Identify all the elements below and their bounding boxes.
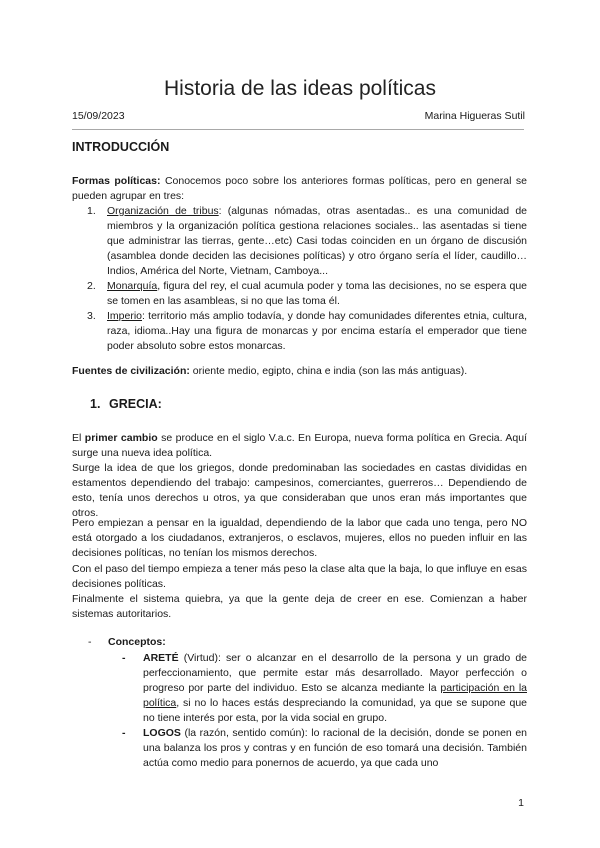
list-item	[72, 204, 527, 279]
list-item-text: : territorio más amplio todavía, y donde hay comunidades diferentes etnia, cultura, raza, idioma..Hay una figura de monarcas y por encima estaría el emperador que tiene poder absoluto sobre estos monarcas.	[107, 310, 527, 352]
concept-item-logos	[122, 726, 527, 771]
header-divider	[72, 129, 524, 130]
list-item-term: Imperio	[107, 310, 143, 322]
fuentes-text: oriente medio, egipto, china e india (son las más antiguas).	[189, 365, 468, 377]
concept-text-end: , si no lo haces estás despreciando la comunidad, ya que se supone que no tiene interés por esta, por la vida social en grupo.	[143, 697, 527, 724]
section-title: GRECIA:	[109, 397, 162, 411]
concept-text: (la razón, sentido común): lo racional de la decisión, donde se ponen en una balanza los pros y contras y en función de eso tomará una decisión. También actúa como medio para ponernos de acuerdo, ya que cada uno	[143, 727, 527, 769]
list-item-term: Organización de tribus	[107, 205, 219, 217]
bullet-dash: -	[122, 652, 126, 664]
conceptos-label: Conceptos:	[108, 636, 166, 648]
concept-underlined-text: participación en la política	[143, 682, 527, 709]
primer-cambio-bold: primer cambio	[84, 432, 158, 444]
formas-politicas-list	[72, 204, 527, 354]
list-item	[72, 279, 527, 309]
list-item	[72, 309, 527, 354]
concept-text: (Virtud): ser o alcanzar en el desarrollo de la persona y un grado de perfeccionamiento, que permite estar más desarrollado. Mayor perfección o progreso por parte del individuo. Esto se alcanza mediante la	[143, 652, 527, 694]
paragraph-text: se produce en el siglo V.a.c. En Europa, nueva forma política en Grecia. Aquí surge una nueva idea política.	[72, 432, 527, 459]
grecia-paragraph-4: Con el paso del tiempo empieza a tener más peso la clase alta que la baja, lo que influye en esas decisiones políticas.	[72, 563, 527, 590]
formas-politicas-label: Formas políticas:	[72, 175, 161, 187]
list-item-term: Monarquía	[107, 280, 158, 292]
formas-politicas-text: Conocemos poco sobre los anteriores formas políticas, pero en general se pueden agrupar en tres:	[72, 175, 527, 202]
fuentes-paragraph	[72, 364, 527, 379]
fuentes-label: Fuentes de civilización:	[72, 365, 190, 377]
grecia-paragraph-1	[72, 431, 527, 461]
concept-item-arete	[122, 651, 527, 726]
list-item-number: 1.	[87, 205, 96, 217]
formas-politicas-paragraph	[72, 174, 527, 204]
document-title: Historia de las ideas políticas	[164, 77, 436, 100]
concept-term: LOGOS	[143, 727, 181, 739]
conceptos-list	[122, 651, 527, 771]
grecia-paragraph-2: Surge la idea de que los griegos, donde predominaban las sociedades en castas divididas en estamentos dependiendo del trabajo: campesinos, comerciantes, guerreros… Dependiendo de esto, tenía unos derechos u otros, ya que consideraban que unos eran más importantes que otros.	[72, 462, 527, 519]
section-heading-introduccion: INTRODUCCIÓN	[72, 140, 170, 154]
concept-term: ARETÉ	[143, 652, 179, 664]
document-author: Marina Higueras Sutil	[424, 110, 525, 122]
paragraph-text: El	[72, 432, 85, 444]
grecia-paragraph-3: Pero empiezan a pensar en la igualdad, dependiendo de la labor que cada uno tenga, pero NO está otorgado a los ciudadanos, extranjeros, o esclavos, mujeres, ellos no pueden influir en las decisiones políticas, no tenían los mismos derechos.	[72, 517, 527, 559]
grecia-paragraph-5: Finalmente el sistema quiebra, ya que la gente deja de creer en ese. Comienzan a haber sistemas autoritarios.	[72, 593, 527, 620]
page-number: 1	[518, 797, 524, 809]
bullet-dash: -	[122, 727, 126, 739]
section-number: 1.	[90, 397, 101, 411]
list-item-text: , figura del rey, el cual acumula poder y toma las decisiones, no se espera que se tomen en las asambleas, si no que las toma él.	[107, 280, 527, 307]
list-item-text: : (algunas nómadas, otras asentadas.. es una comunidad de miembros y la organización política gestiona relaciones sociales.. las asentadas si tiene que administrar las tierras, gente…etc) Casi todas coinciden en un órgano de discusión (asamblea donde deciden las decisiones políticas) y otro órgano sería el líder, caudillo… Indios, América del Norte, Vietnam, Camboya...	[107, 205, 528, 277]
list-item-number: 3.	[87, 310, 96, 322]
document-date: 15/09/2023	[72, 110, 125, 122]
list-item-number: 2.	[87, 280, 96, 292]
section-heading-grecia	[90, 397, 162, 411]
bullet-dash: -	[88, 636, 92, 648]
